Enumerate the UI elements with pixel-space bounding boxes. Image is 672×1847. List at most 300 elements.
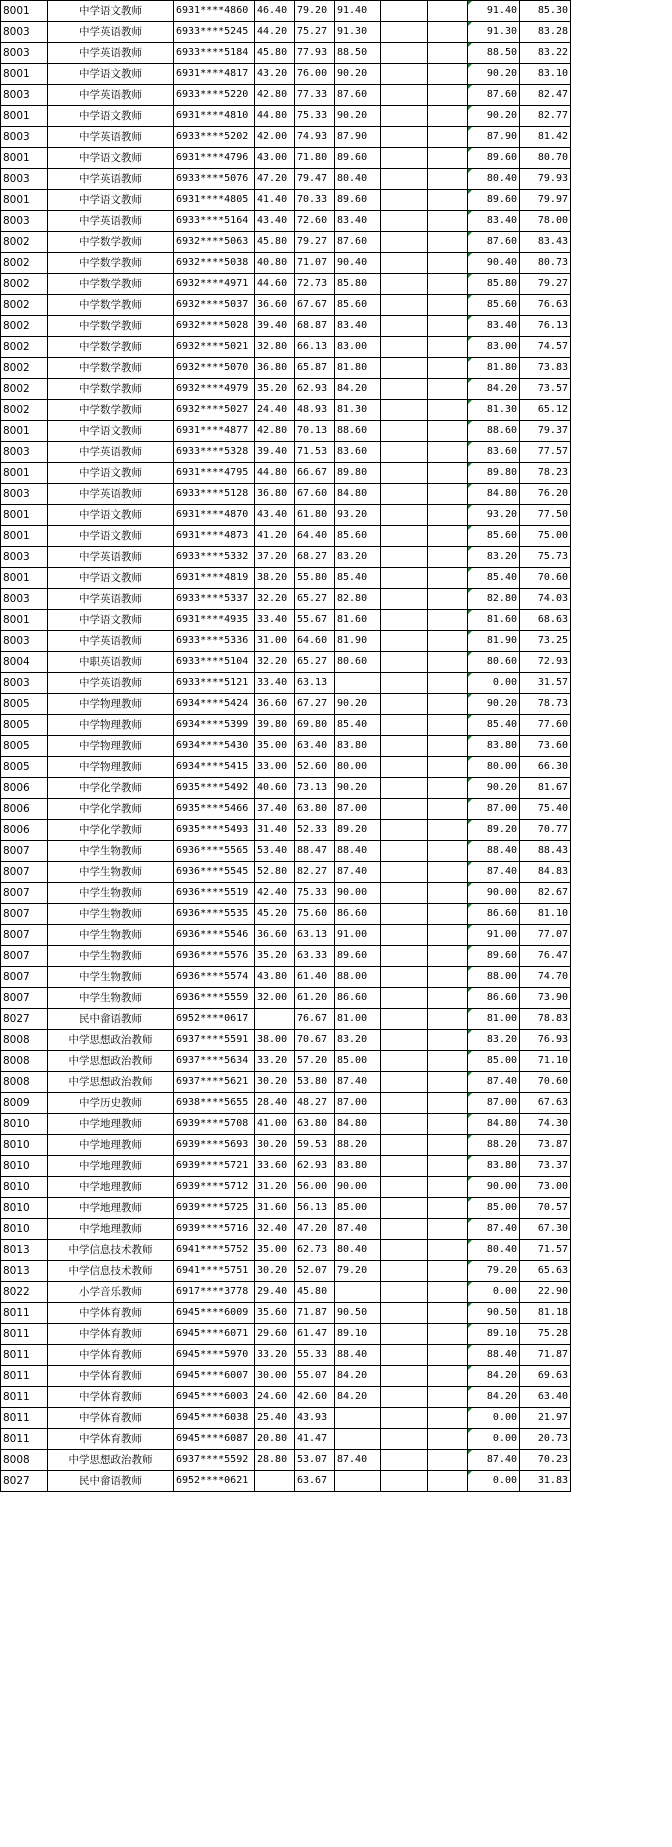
exam-id-cell: 6931****4817 <box>174 64 255 85</box>
post-code-cell: 8022 <box>1 1282 48 1303</box>
table-row <box>1 1198 571 1219</box>
exam-id-cell: 6945****6007 <box>174 1366 255 1387</box>
blank-cell-g <box>381 1387 428 1408</box>
interview-score-cell <box>335 1282 381 1303</box>
written-score-cell: 31.20 <box>255 1177 295 1198</box>
post-code-cell: 8002 <box>1 274 48 295</box>
blank-cell-g <box>381 589 428 610</box>
blank-cell-h <box>428 820 468 841</box>
blank-cell-g <box>381 358 428 379</box>
written-score-cell: 42.80 <box>255 85 295 106</box>
written-weighted-cell: 77.93 <box>295 43 335 64</box>
written-weighted-cell: 65.87 <box>295 358 335 379</box>
total-score-cell: 78.83 <box>520 1009 571 1030</box>
position-cell: 中学数学教师 <box>48 274 174 295</box>
written-score-cell: 32.20 <box>255 589 295 610</box>
blank-cell-g <box>381 1471 428 1492</box>
interview-score-cell: 87.40 <box>335 1219 381 1240</box>
post-code-cell: 8010 <box>1 1156 48 1177</box>
blank-cell-g <box>381 253 428 274</box>
interview-final-cell: 0.00 <box>468 1408 520 1429</box>
written-score-cell: 42.80 <box>255 421 295 442</box>
blank-cell-h <box>428 295 468 316</box>
written-score-cell: 40.60 <box>255 778 295 799</box>
interview-score-cell: 85.00 <box>335 1198 381 1219</box>
total-score-cell: 79.97 <box>520 190 571 211</box>
post-code-cell: 8009 <box>1 1093 48 1114</box>
exam-id-cell: 6931****4796 <box>174 148 255 169</box>
total-score-cell: 74.70 <box>520 967 571 988</box>
exam-id-cell: 6933****5336 <box>174 631 255 652</box>
written-score-cell: 35.60 <box>255 1303 295 1324</box>
written-score-cell: 33.40 <box>255 673 295 694</box>
total-score-cell: 69.63 <box>520 1366 571 1387</box>
interview-final-cell: 85.00 <box>468 1051 520 1072</box>
post-code-cell: 8011 <box>1 1429 48 1450</box>
total-score-cell: 77.50 <box>520 505 571 526</box>
table-row <box>1 526 571 547</box>
blank-cell-h <box>428 505 468 526</box>
interview-final-cell: 88.20 <box>468 1135 520 1156</box>
interview-score-cell: 81.60 <box>335 610 381 631</box>
blank-cell-h <box>428 1450 468 1471</box>
position-cell: 中学英语教师 <box>48 85 174 106</box>
written-weighted-cell: 55.33 <box>295 1345 335 1366</box>
interview-score-cell: 89.10 <box>335 1324 381 1345</box>
blank-cell-g <box>381 1219 428 1240</box>
blank-cell-h <box>428 43 468 64</box>
interview-score-cell: 90.20 <box>335 778 381 799</box>
written-score-cell: 43.80 <box>255 967 295 988</box>
blank-cell-h <box>428 526 468 547</box>
blank-cell-h <box>428 106 468 127</box>
total-score-cell: 75.73 <box>520 547 571 568</box>
blank-cell-h <box>428 1387 468 1408</box>
written-weighted-cell: 66.13 <box>295 337 335 358</box>
blank-cell-g <box>381 1009 428 1030</box>
blank-cell-g <box>381 1240 428 1261</box>
table-row <box>1 43 571 64</box>
position-cell: 中学信息技术教师 <box>48 1240 174 1261</box>
table-row <box>1 358 571 379</box>
table-row <box>1 715 571 736</box>
written-weighted-cell: 48.93 <box>295 400 335 421</box>
written-score-cell: 28.40 <box>255 1093 295 1114</box>
blank-cell-h <box>428 568 468 589</box>
total-score-cell: 81.18 <box>520 1303 571 1324</box>
position-cell: 中学思想政治教师 <box>48 1450 174 1471</box>
blank-cell-g <box>381 1135 428 1156</box>
post-code-cell: 8001 <box>1 190 48 211</box>
written-score-cell: 31.40 <box>255 820 295 841</box>
post-code-cell: 8008 <box>1 1051 48 1072</box>
position-cell: 中学思想政治教师 <box>48 1030 174 1051</box>
table-row <box>1 1261 571 1282</box>
written-weighted-cell: 67.67 <box>295 295 335 316</box>
written-score-cell: 28.80 <box>255 1450 295 1471</box>
blank-cell-g <box>381 1030 428 1051</box>
table-row <box>1 316 571 337</box>
interview-final-cell: 83.40 <box>468 211 520 232</box>
position-cell: 中学生物教师 <box>48 925 174 946</box>
interview-score-cell: 88.40 <box>335 841 381 862</box>
table-row <box>1 127 571 148</box>
post-code-cell: 8007 <box>1 967 48 988</box>
interview-score-cell: 86.60 <box>335 904 381 925</box>
blank-cell-g <box>381 652 428 673</box>
blank-cell-g <box>381 610 428 631</box>
interview-final-cell: 90.20 <box>468 778 520 799</box>
total-score-cell: 65.63 <box>520 1261 571 1282</box>
post-code-cell: 8001 <box>1 1 48 22</box>
table-row <box>1 148 571 169</box>
written-score-cell: 24.60 <box>255 1387 295 1408</box>
blank-cell-g <box>381 631 428 652</box>
written-score-cell <box>255 1009 295 1030</box>
post-code-cell: 8011 <box>1 1387 48 1408</box>
interview-score-cell: 91.30 <box>335 22 381 43</box>
interview-final-cell: 90.20 <box>468 694 520 715</box>
interview-final-cell: 91.40 <box>468 1 520 22</box>
total-score-cell: 74.03 <box>520 589 571 610</box>
blank-cell-h <box>428 253 468 274</box>
exam-id-cell: 6933****5076 <box>174 169 255 190</box>
interview-final-cell: 91.30 <box>468 22 520 43</box>
total-score-cell: 83.28 <box>520 22 571 43</box>
table-row <box>1 1303 571 1324</box>
exam-id-cell: 6934****5430 <box>174 736 255 757</box>
post-code-cell: 8002 <box>1 379 48 400</box>
position-cell: 中学物理教师 <box>48 694 174 715</box>
post-code-cell: 8011 <box>1 1324 48 1345</box>
post-code-cell: 8004 <box>1 652 48 673</box>
total-score-cell: 75.40 <box>520 799 571 820</box>
interview-score-cell: 90.00 <box>335 1177 381 1198</box>
written-weighted-cell: 71.53 <box>295 442 335 463</box>
written-score-cell: 33.60 <box>255 1156 295 1177</box>
interview-score-cell: 84.80 <box>335 484 381 505</box>
interview-final-cell: 85.80 <box>468 274 520 295</box>
exam-id-cell: 6936****5565 <box>174 841 255 862</box>
interview-score-cell: 85.60 <box>335 295 381 316</box>
written-weighted-cell: 62.93 <box>295 379 335 400</box>
table-row <box>1 211 571 232</box>
exam-id-cell: 6932****5027 <box>174 400 255 421</box>
interview-final-cell: 87.40 <box>468 862 520 883</box>
table-row <box>1 1429 571 1450</box>
interview-score-cell: 89.20 <box>335 820 381 841</box>
position-cell: 民中畲语教师 <box>48 1009 174 1030</box>
position-cell: 中学化学教师 <box>48 778 174 799</box>
written-weighted-cell: 69.80 <box>295 715 335 736</box>
written-score-cell: 33.40 <box>255 610 295 631</box>
written-score-cell: 42.40 <box>255 883 295 904</box>
table-row <box>1 1366 571 1387</box>
total-score-cell: 20.73 <box>520 1429 571 1450</box>
blank-cell-h <box>428 1366 468 1387</box>
interview-final-cell: 80.60 <box>468 652 520 673</box>
table-row <box>1 883 571 904</box>
interview-score-cell: 90.00 <box>335 883 381 904</box>
exam-id-cell: 6931****4805 <box>174 190 255 211</box>
exam-id-cell: 6933****5104 <box>174 652 255 673</box>
interview-score-cell: 83.80 <box>335 1156 381 1177</box>
table-row <box>1 1240 571 1261</box>
interview-score-cell: 85.60 <box>335 526 381 547</box>
interview-score-cell: 83.80 <box>335 736 381 757</box>
exam-id-cell: 6936****5546 <box>174 925 255 946</box>
written-weighted-cell: 43.93 <box>295 1408 335 1429</box>
written-score-cell: 29.40 <box>255 1282 295 1303</box>
exam-id-cell: 6933****5337 <box>174 589 255 610</box>
blank-cell-g <box>381 673 428 694</box>
blank-cell-g <box>381 1303 428 1324</box>
written-score-cell: 30.00 <box>255 1366 295 1387</box>
written-weighted-cell: 63.13 <box>295 673 335 694</box>
exam-id-cell: 6933****5245 <box>174 22 255 43</box>
blank-cell-g <box>381 169 428 190</box>
position-cell: 中学英语教师 <box>48 589 174 610</box>
post-code-cell: 8001 <box>1 421 48 442</box>
post-code-cell: 8006 <box>1 820 48 841</box>
position-cell: 中学思想政治教师 <box>48 1051 174 1072</box>
blank-cell-h <box>428 694 468 715</box>
total-score-cell: 84.83 <box>520 862 571 883</box>
blank-cell-g <box>381 337 428 358</box>
exam-id-cell: 6936****5559 <box>174 988 255 1009</box>
exam-id-cell: 6939****5725 <box>174 1198 255 1219</box>
position-cell: 中学语文教师 <box>48 190 174 211</box>
written-weighted-cell: 55.07 <box>295 1366 335 1387</box>
total-score-cell: 88.43 <box>520 841 571 862</box>
written-weighted-cell: 53.80 <box>295 1072 335 1093</box>
blank-cell-h <box>428 1429 468 1450</box>
exam-id-cell: 6939****5716 <box>174 1219 255 1240</box>
written-weighted-cell: 88.47 <box>295 841 335 862</box>
written-weighted-cell: 79.47 <box>295 169 335 190</box>
post-code-cell: 8001 <box>1 505 48 526</box>
written-weighted-cell: 57.20 <box>295 1051 335 1072</box>
written-weighted-cell: 79.20 <box>295 1 335 22</box>
position-cell: 中学数学教师 <box>48 400 174 421</box>
table-row <box>1 22 571 43</box>
post-code-cell: 8001 <box>1 64 48 85</box>
interview-score-cell: 81.80 <box>335 358 381 379</box>
written-weighted-cell: 59.53 <box>295 1135 335 1156</box>
total-score-cell: 70.57 <box>520 1198 571 1219</box>
blank-cell-g <box>381 43 428 64</box>
blank-cell-g <box>381 904 428 925</box>
blank-cell-g <box>381 778 428 799</box>
blank-cell-h <box>428 904 468 925</box>
written-score-cell: 39.40 <box>255 442 295 463</box>
total-score-cell: 71.57 <box>520 1240 571 1261</box>
position-cell: 中学语文教师 <box>48 148 174 169</box>
interview-score-cell: 85.00 <box>335 1051 381 1072</box>
exam-id-cell: 6936****5576 <box>174 946 255 967</box>
total-score-cell: 73.90 <box>520 988 571 1009</box>
table-row <box>1 190 571 211</box>
interview-final-cell: 89.60 <box>468 148 520 169</box>
position-cell: 中学生物教师 <box>48 988 174 1009</box>
post-code-cell: 8011 <box>1 1303 48 1324</box>
written-weighted-cell: 76.00 <box>295 64 335 85</box>
interview-final-cell: 0.00 <box>468 1471 520 1492</box>
written-score-cell: 37.40 <box>255 799 295 820</box>
post-code-cell: 8006 <box>1 799 48 820</box>
position-cell: 中学语文教师 <box>48 64 174 85</box>
blank-cell-h <box>428 442 468 463</box>
total-score-cell: 79.27 <box>520 274 571 295</box>
position-cell: 中学数学教师 <box>48 337 174 358</box>
blank-cell-g <box>381 274 428 295</box>
exam-id-cell: 6934****5399 <box>174 715 255 736</box>
table-row <box>1 1471 571 1492</box>
exam-id-cell: 6939****5708 <box>174 1114 255 1135</box>
written-score-cell: 37.20 <box>255 547 295 568</box>
interview-score-cell: 81.30 <box>335 400 381 421</box>
blank-cell-g <box>381 1072 428 1093</box>
blank-cell-h <box>428 1009 468 1030</box>
written-score-cell: 32.40 <box>255 1219 295 1240</box>
exam-id-cell: 6937****5634 <box>174 1051 255 1072</box>
blank-cell-g <box>381 841 428 862</box>
exam-id-cell: 6936****5545 <box>174 862 255 883</box>
interview-final-cell: 88.50 <box>468 43 520 64</box>
table-row <box>1 1324 571 1345</box>
blank-cell-g <box>381 1261 428 1282</box>
interview-score-cell: 87.00 <box>335 1093 381 1114</box>
blank-cell-h <box>428 64 468 85</box>
interview-final-cell: 84.80 <box>468 1114 520 1135</box>
total-score-cell: 73.87 <box>520 1135 571 1156</box>
interview-score-cell: 80.60 <box>335 652 381 673</box>
written-score-cell: 36.60 <box>255 295 295 316</box>
exam-id-cell: 6933****5164 <box>174 211 255 232</box>
post-code-cell: 8002 <box>1 232 48 253</box>
position-cell: 中学语文教师 <box>48 421 174 442</box>
post-code-cell: 8002 <box>1 295 48 316</box>
written-weighted-cell: 75.33 <box>295 106 335 127</box>
post-code-cell: 8005 <box>1 694 48 715</box>
blank-cell-h <box>428 463 468 484</box>
blank-cell-h <box>428 1471 468 1492</box>
blank-cell-h <box>428 316 468 337</box>
post-code-cell: 8003 <box>1 547 48 568</box>
exam-id-cell: 6933****5328 <box>174 442 255 463</box>
table-row <box>1 106 571 127</box>
blank-cell-g <box>381 862 428 883</box>
table-row <box>1 1 571 22</box>
table-row <box>1 1450 571 1471</box>
position-cell: 中学数学教师 <box>48 295 174 316</box>
written-score-cell: 41.40 <box>255 190 295 211</box>
exam-id-cell: 6932****5037 <box>174 295 255 316</box>
blank-cell-h <box>428 631 468 652</box>
position-cell: 中学生物教师 <box>48 904 174 925</box>
interview-final-cell: 89.60 <box>468 946 520 967</box>
blank-cell-g <box>381 1366 428 1387</box>
table-row <box>1 841 571 862</box>
exam-id-cell: 6932****4979 <box>174 379 255 400</box>
interview-final-cell: 85.60 <box>468 295 520 316</box>
post-code-cell: 8011 <box>1 1408 48 1429</box>
interview-final-cell: 83.80 <box>468 1156 520 1177</box>
total-score-cell: 77.57 <box>520 442 571 463</box>
interview-score-cell: 83.20 <box>335 547 381 568</box>
written-weighted-cell: 52.07 <box>295 1261 335 1282</box>
interview-score-cell: 90.20 <box>335 64 381 85</box>
interview-final-cell: 87.40 <box>468 1072 520 1093</box>
interview-score-cell: 83.40 <box>335 211 381 232</box>
total-score-cell: 21.97 <box>520 1408 571 1429</box>
table-row <box>1 1072 571 1093</box>
written-score-cell: 43.20 <box>255 64 295 85</box>
written-weighted-cell: 67.27 <box>295 694 335 715</box>
position-cell: 中学英语教师 <box>48 547 174 568</box>
blank-cell-g <box>381 295 428 316</box>
blank-cell-g <box>381 1450 428 1471</box>
written-score-cell: 30.20 <box>255 1072 295 1093</box>
position-cell: 中学物理教师 <box>48 715 174 736</box>
blank-cell-g <box>381 1177 428 1198</box>
exam-id-cell: 6941****5751 <box>174 1261 255 1282</box>
interview-final-cell: 90.20 <box>468 64 520 85</box>
written-score-cell: 30.20 <box>255 1135 295 1156</box>
blank-cell-g <box>381 1 428 22</box>
blank-cell-g <box>381 316 428 337</box>
written-weighted-cell: 75.60 <box>295 904 335 925</box>
written-score-cell: 40.80 <box>255 253 295 274</box>
blank-cell-g <box>381 946 428 967</box>
total-score-cell: 76.93 <box>520 1030 571 1051</box>
table-row <box>1 1009 571 1030</box>
blank-cell-g <box>381 463 428 484</box>
blank-cell-h <box>428 883 468 904</box>
table-row <box>1 673 571 694</box>
position-cell: 中学语文教师 <box>48 1 174 22</box>
written-score-cell: 33.20 <box>255 1345 295 1366</box>
position-cell: 中学数学教师 <box>48 253 174 274</box>
exam-id-cell: 6933****5128 <box>174 484 255 505</box>
written-score-cell: 36.80 <box>255 358 295 379</box>
post-code-cell: 8008 <box>1 1072 48 1093</box>
blank-cell-h <box>428 673 468 694</box>
written-weighted-cell: 71.87 <box>295 1303 335 1324</box>
total-score-cell: 82.77 <box>520 106 571 127</box>
written-weighted-cell: 75.27 <box>295 22 335 43</box>
interview-final-cell: 83.60 <box>468 442 520 463</box>
blank-cell-g <box>381 1324 428 1345</box>
written-weighted-cell: 70.67 <box>295 1030 335 1051</box>
blank-cell-h <box>428 589 468 610</box>
interview-final-cell: 83.00 <box>468 337 520 358</box>
total-score-cell: 72.93 <box>520 652 571 673</box>
interview-score-cell: 87.40 <box>335 862 381 883</box>
written-score-cell: 36.80 <box>255 484 295 505</box>
exam-id-cell: 6952****0621 <box>174 1471 255 1492</box>
exam-id-cell: 6932****5070 <box>174 358 255 379</box>
blank-cell-h <box>428 127 468 148</box>
blank-cell-g <box>381 484 428 505</box>
interview-score-cell: 83.40 <box>335 316 381 337</box>
table-row <box>1 400 571 421</box>
exam-id-cell: 6931****4819 <box>174 568 255 589</box>
interview-score-cell: 84.20 <box>335 1366 381 1387</box>
table-row <box>1 1177 571 1198</box>
written-weighted-cell: 56.13 <box>295 1198 335 1219</box>
interview-score-cell: 88.20 <box>335 1135 381 1156</box>
